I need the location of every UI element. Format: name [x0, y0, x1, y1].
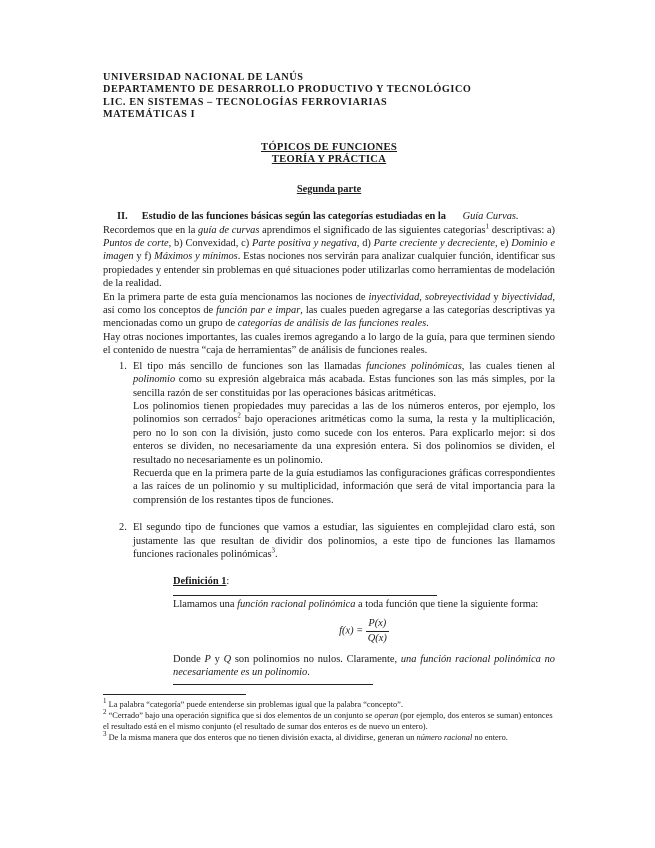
list-item-1	[103, 360, 555, 507]
header-program: LIC. EN SISTEMAS – TECNOLOGÍAS FERROVIARIAS	[103, 96, 388, 108]
footnote-3: $^3$ De la misma manera que dos enteros que no tienen división exacta, al dividirse, generan un número racional no entero.	[103, 730, 508, 742]
definition-conclusion: Donde P y Q son polinomios no nulos. Claramente, una función racional polinómica no necesariamente es un polinomio.	[173, 654, 555, 679]
footnotes	[103, 694, 555, 743]
definition-box	[173, 575, 555, 684]
definition-formula	[173, 617, 555, 645]
definition-text: Llamamos una función racional polinómica a toda función que tiene la siguiente forma:	[173, 598, 539, 610]
footnote-ref-2: 2	[237, 411, 241, 420]
document-title	[103, 142, 555, 197]
header-course: MATEMÁTICAS I	[103, 109, 196, 121]
title-line-1: TÓPICOS DE FUNCIONES	[260, 141, 398, 153]
list-item-1-number: 1.	[119, 360, 127, 372]
definition-label: Definición 1:	[173, 576, 230, 588]
definition-top-rule	[173, 595, 437, 596]
list-item-1-paragraph-1: El tipo más sencillo de funciones son las llamadas funciones polinómicas, las cuales tienen al polinomio como su expresión algebraica más acabada. Estas funciones son las más simples, por la sencilla razón de ser constituidas por las operaciones básicas aritméticas.	[133, 360, 555, 399]
intro-paragraph-1: Recordemos que en la guía de curvas aprendimos el significado de las siguientes categorías$^1$ descriptivas: a) Puntos de corte, b) Convexidad, c) Parte positiva y negativa, d) Parte creciente y decreciente, e) Dominio e imagen y f) Máximos y mínimos. Estas nociones nos servirán para analizar cualquier función, identificar sus propiedades y entender sin problemas en qué situaciones poder utilizarlas como herramientas de modelación de la realidad.	[103, 222, 556, 290]
list-item-1-paragraph-3: Recuerda que en la primera parte de la guía estudiamos las configuraciones gráficas correspondientes a las raíces de un polinomio y su multiplicidad, información que será de vital importancia para la comprensión de los restantes tipos de funciones.	[133, 467, 555, 506]
part-title: Segunda parte	[296, 183, 362, 195]
header-university: UNIVERSIDAD NACIONAL DE LANÚS	[103, 72, 304, 83]
section-heading-text: Estudio de las funciones básicas según las categorías estudiadas en la	[141, 211, 446, 223]
footnote-2: $^2$ “Cerrado” bajo una operación significa que si dos elementos de un conjunto se operan (por ejemplo, dos enteros se suman) entonces el resultado está en el mismo conjunto (el resultado de sumar dos enteros es de nuevo un entero).	[103, 708, 553, 731]
definition-bottom-rule	[173, 684, 373, 685]
document-page	[103, 72, 555, 685]
title-line-2: TEORÍA Y PRÁCTICA	[271, 154, 387, 166]
formula-fraction	[366, 617, 389, 645]
section-heading-italic: Guía Curvas.	[462, 211, 519, 223]
list-item-2	[103, 521, 555, 561]
intro-paragraph-2: En la primera parte de esta guía mencionamos las nociones de inyectividad, sobreyectividad y biyectividad, así como los conceptos de función par e impar, las cuales pueden agregarse a las categorías descriptivas ya mencionadas como un grupo de categorías de análisis de las funciones reales.	[103, 291, 556, 330]
document-header	[103, 72, 555, 122]
list-item-1-paragraph-2: Los polinomios tienen propiedades muy parecidas a las de los números enteros, por ejemplo, los polinomios son cerrados$^2$ bajo operaciones aritméticas como la suma, la resta y la multiplicación, pero no lo son con la división, justo como sucede con los enteros. Para explicarlo mejor: si dos enteros se dividen, no necesariamente da una expresión entera. Si dos polinomios se dividen, el resultado no necesariamente es un polinomio.	[133, 400, 555, 466]
footnote-1: $^1$ La palabra “categoría” puede entenderse sin problemas igual que la palabra “concepto”.	[103, 697, 403, 709]
intro-paragraph-3: Hay otras nociones importantes, las cuales iremos agregando a lo largo de la guía, para que terminen siendo el contenido de nuestra “caja de herramientas” de análisis de funciones reales.	[103, 331, 555, 357]
formula-numerator: P(x)	[366, 617, 389, 631]
section-number: II.	[117, 211, 128, 223]
formula-denominator: Q(x)	[367, 632, 387, 644]
list-item-2-paragraph: El segundo tipo de funciones que vamos a estudiar, las siguientes en complejidad claro está, son justamente las que resultan de dividir dos polinomios, a este tipo de funciones las llamamos funciones racionales polinómicas$^3$.	[133, 522, 555, 560]
footnote-ref-3: 3	[271, 546, 275, 555]
list-item-2-number: 2.	[119, 522, 127, 534]
header-department: DEPARTAMENTO DE DESARROLLO PRODUCTIVO Y TECNOLÓGICO	[103, 84, 472, 96]
footnote-separator	[103, 694, 246, 695]
footnote-ref-1: 1	[485, 222, 489, 231]
formula-lhs: f(x) =	[339, 625, 364, 637]
